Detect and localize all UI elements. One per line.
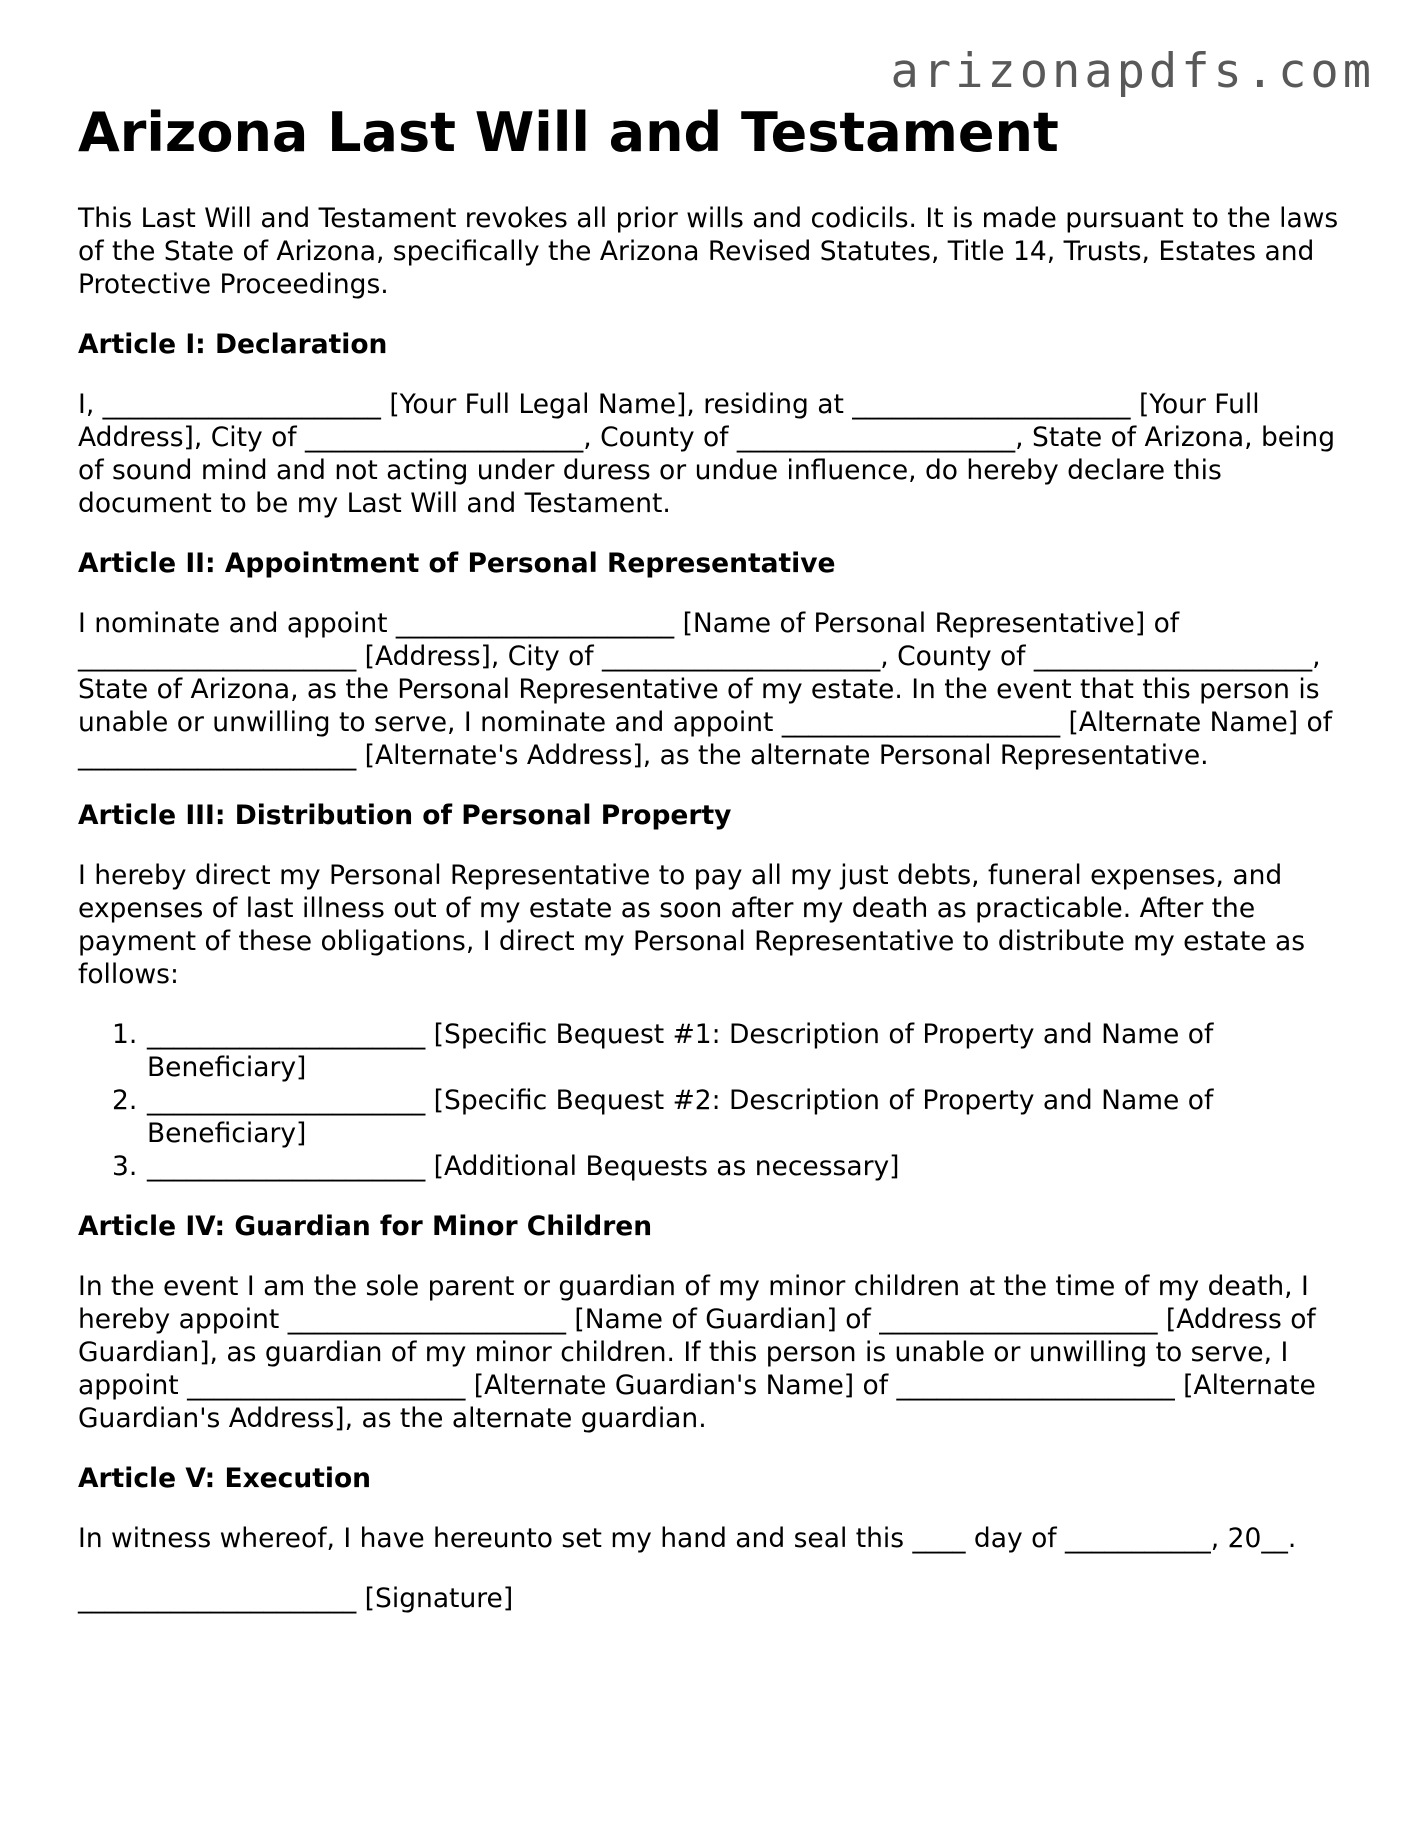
list-item (78, 1150, 1340, 1183)
bequest-list (78, 1018, 1340, 1183)
article-heading: Article II: Appointment of Personal Representative (78, 548, 836, 579)
list-item-text: _____________________ [Specific Bequest #2: Description of Property and Name of Beneficiary] (147, 1085, 1214, 1149)
article-heading: Article I: Declaration (78, 329, 388, 360)
list-number: 3. (112, 1151, 138, 1182)
intro-paragraph: This Last Will and Testament revokes all prior wills and codicils. It is made pursuant to the laws of the State of Arizona, specifically the Arizona Revised Statutes, Title 14, Trusts, Estates and Protective Proceedings. (78, 203, 1339, 300)
article-4 (78, 1210, 1340, 1435)
article-heading: Article V: Execution (78, 1463, 372, 1494)
list-item (78, 1084, 1340, 1150)
article-text: I hereby direct my Personal Representative to pay all my just debts, funeral expenses, and expenses of last illness out of my estate as soon after my death as practicable. After the payment of these obligations, I direct my Personal Representative to distribute my estate as follows: (78, 860, 1305, 990)
document (78, 100, 1340, 1615)
article-2 (78, 547, 1340, 772)
article-text: I, _____________________ [Your Full Legal Name], residing at _____________________ [Your Full Address], City of _____________________, County of _____________________, State of Arizona, being of sound mind and not acting under duress or undue influence, do hereby declare this document to be my Last Will and Testament. (78, 389, 1336, 519)
list-item-text: _____________________ [Additional Bequests as necessary] (147, 1151, 900, 1182)
article-heading: Article IV: Guardian for Minor Children (78, 1211, 653, 1242)
list-number: 2. (112, 1085, 138, 1116)
article-heading: Article III: Distribution of Personal Property (78, 800, 732, 831)
document-title: Arizona Last Will and Testament (78, 101, 1059, 164)
article-3 (78, 799, 1340, 1183)
list-item-text: _____________________ [Specific Bequest #1: Description of Property and Name of Beneficiary] (147, 1019, 1214, 1083)
article-text: I nominate and appoint _____________________ [Name of Personal Representative] of _____________________ [Address], City of _____________________, County of _____________________, State of Arizona, as the Personal Representative of my estate. In the event that this person is unable or unwilling to serve, I nominate and appoint _____________________ [Alternate Name] of _____________________ [Alternate's Address], as the alternate Personal Representative. (78, 608, 1333, 771)
article-1 (78, 328, 1340, 520)
article-text: In the event I am the sole parent or guardian of my minor children at the time of my death, I hereby appoint _____________________ [Name of Guardian] of _____________________ [Address of Guardian], as guardian of my minor children. If this person is unable or unwilling to serve, I appoint _____________________ [Alternate Guardian's Name] of _____________________ [Alternate Guardian's Address], as the alternate guardian. (78, 1271, 1316, 1434)
article-text: In witness whereof, I have hereunto set my hand and seal this ____ day of ___________, 20__. (78, 1523, 1297, 1554)
watermark: arizonapdfs.com (890, 44, 1375, 99)
list-item (78, 1018, 1340, 1084)
article-5 (78, 1462, 1340, 1615)
list-number: 1. (112, 1019, 138, 1050)
signature-line: _____________________ [Signature] (78, 1583, 514, 1614)
